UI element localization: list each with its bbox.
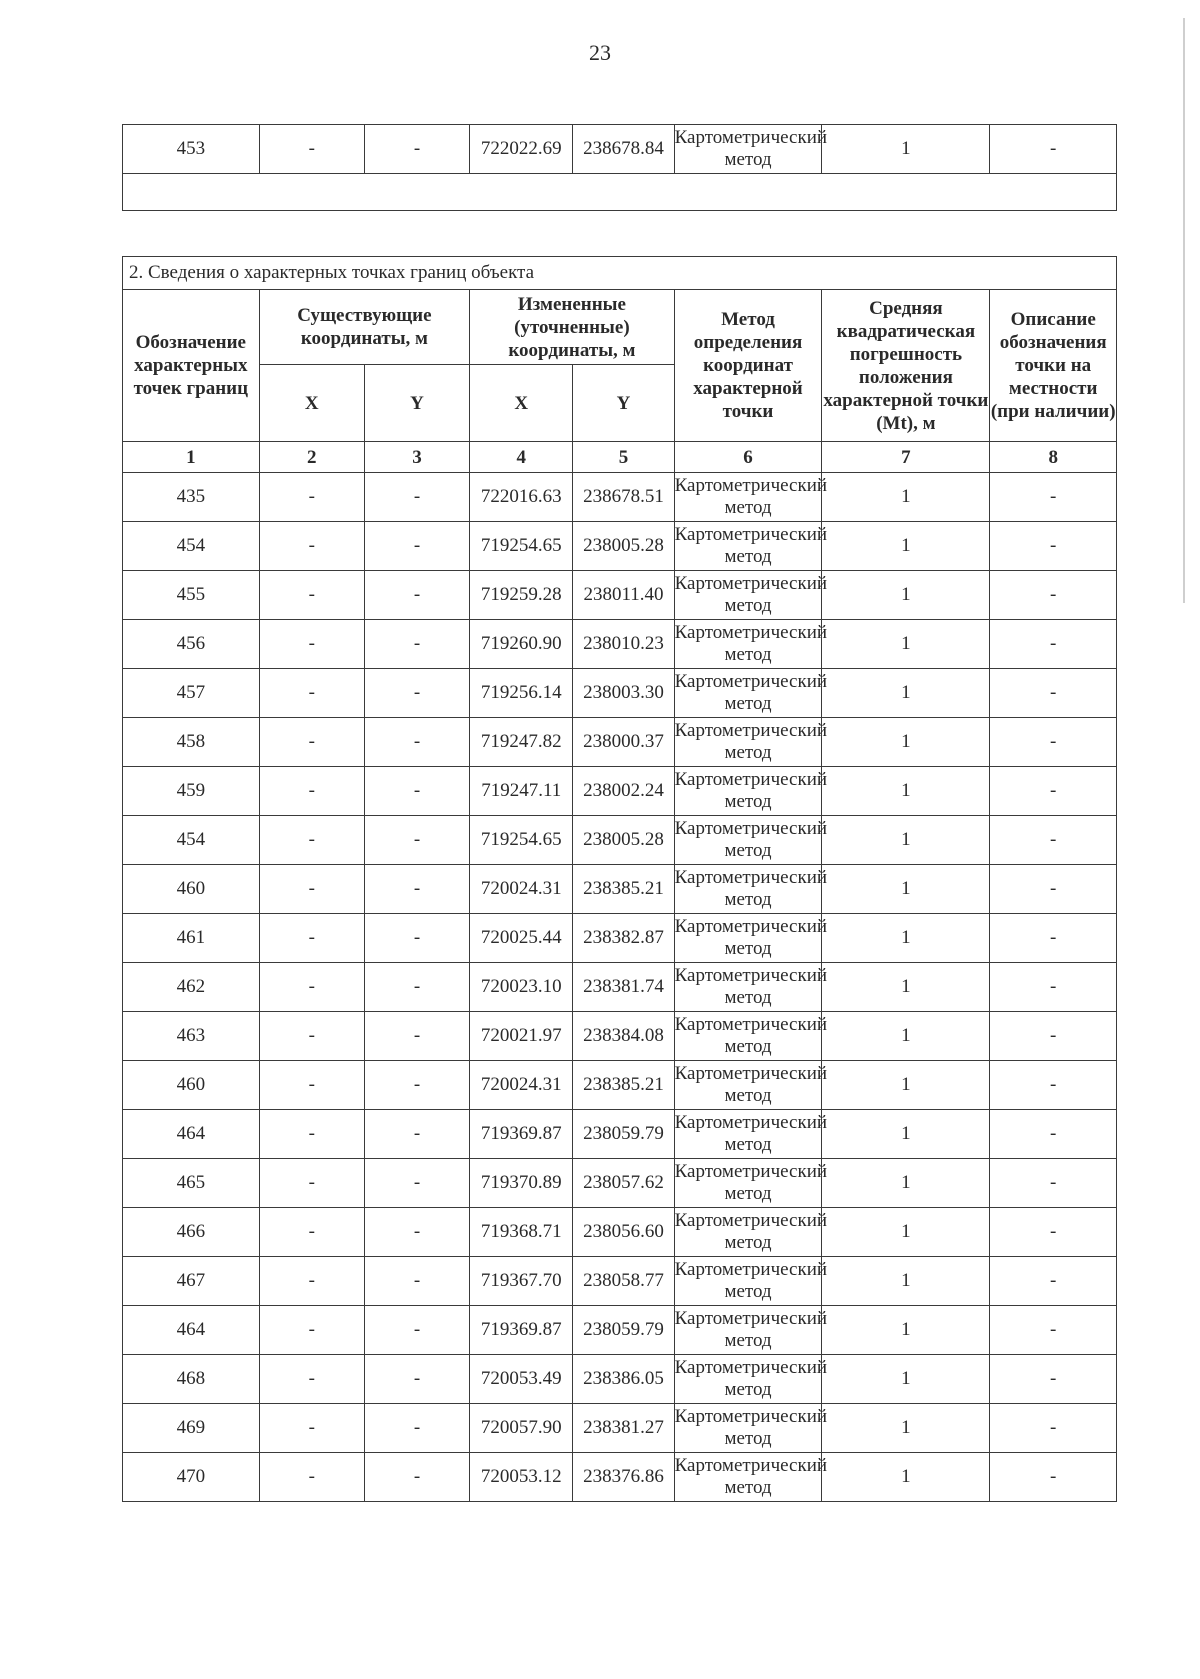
cell-error: 1: [822, 125, 990, 174]
table-row: [123, 571, 1117, 620]
cell-existing-y: -: [364, 1453, 469, 1502]
table-row: [123, 1355, 1117, 1404]
cell-error: 1: [822, 1061, 990, 1110]
cell-existing-y: -: [364, 865, 469, 914]
cell-existing-y: -: [364, 1306, 469, 1355]
cell-error: 1: [822, 1208, 990, 1257]
cell-error: 1: [822, 914, 990, 963]
cell-changed-x: 720053.12: [470, 1453, 573, 1502]
cell-method: Картометрический метод: [674, 963, 822, 1012]
cell-method: Картометрический метод: [674, 1355, 822, 1404]
cell-changed-x: 719369.87: [470, 1306, 573, 1355]
cell-description: -: [990, 1061, 1117, 1110]
cell-point: 454: [123, 816, 260, 865]
table-row: [123, 125, 1117, 174]
cell-existing-y: -: [364, 914, 469, 963]
cell-method: Картометрический метод: [674, 522, 822, 571]
table-row: [123, 767, 1117, 816]
header-changed-y: Y: [573, 365, 674, 442]
cell-existing-x: -: [259, 963, 364, 1012]
cell-point: 435: [123, 473, 260, 522]
table-row: [123, 1453, 1117, 1502]
cell-method: Картометрический метод: [674, 571, 822, 620]
table-row: [123, 865, 1117, 914]
section-caption: 2. Сведения о характерных точках границ объекта: [123, 257, 1117, 290]
cell-changed-y: 238000.37: [573, 718, 674, 767]
cell-point: 470: [123, 1453, 260, 1502]
header-point: Обозначение характерных точек границ: [123, 290, 260, 442]
cell-existing-y: -: [364, 522, 469, 571]
cell-method: Картометрический метод: [674, 1208, 822, 1257]
cell-existing-x: -: [259, 669, 364, 718]
cell-existing-y: -: [364, 1208, 469, 1257]
cell-existing-x: -: [259, 1110, 364, 1159]
cell-description: -: [990, 1355, 1117, 1404]
section-caption-row: [123, 257, 1117, 290]
blank-row: [123, 174, 1117, 211]
cell-changed-x: 719260.90: [470, 620, 573, 669]
cell-description: -: [990, 914, 1117, 963]
cell-changed-y: 238381.74: [573, 963, 674, 1012]
cell-point: 469: [123, 1404, 260, 1453]
cell-changed-y: 238678.51: [573, 473, 674, 522]
cell-description: -: [990, 571, 1117, 620]
boundary-points-table: [122, 256, 1117, 1502]
column-number: 5: [573, 442, 674, 473]
cell-changed-x: 719254.65: [470, 816, 573, 865]
column-number: 6: [674, 442, 822, 473]
cell-description: -: [990, 1208, 1117, 1257]
cell-description: -: [990, 963, 1117, 1012]
header-row: [123, 290, 1117, 365]
cell-existing-y: -: [364, 1355, 469, 1404]
cell-method: Картометрический метод: [674, 767, 822, 816]
cell-method: Картометрический метод: [674, 473, 822, 522]
cell-description: -: [990, 865, 1117, 914]
cell-point: 460: [123, 1061, 260, 1110]
cell-existing-x: -: [259, 522, 364, 571]
cell-existing-y: -: [364, 1257, 469, 1306]
cell-changed-x: 720024.31: [470, 865, 573, 914]
header-existing: Существующие координаты, м: [259, 290, 470, 365]
cell-changed-y: 238381.27: [573, 1404, 674, 1453]
cell-error: 1: [822, 1110, 990, 1159]
table-row: [123, 1061, 1117, 1110]
cell-existing-y: -: [364, 767, 469, 816]
cell-point: 458: [123, 718, 260, 767]
cell-changed-y: 238058.77: [573, 1257, 674, 1306]
header-existing-y: Y: [364, 365, 469, 442]
cell-existing-y: -: [364, 1110, 469, 1159]
cell-existing-x: -: [259, 816, 364, 865]
table-row: [123, 669, 1117, 718]
cell-error: 1: [822, 816, 990, 865]
column-number: 2: [259, 442, 364, 473]
table-row: [123, 473, 1117, 522]
cell-description: -: [990, 1012, 1117, 1061]
cell-error: 1: [822, 620, 990, 669]
cell-existing-y: -: [364, 669, 469, 718]
cell-description: -: [990, 669, 1117, 718]
cell-changed-y: 238385.21: [573, 1061, 674, 1110]
cell-description: -: [990, 767, 1117, 816]
cell-changed-y: 238384.08: [573, 1012, 674, 1061]
cell-existing-x: -: [259, 1208, 364, 1257]
cell-existing-x: -: [259, 865, 364, 914]
cell-existing-x: -: [259, 1012, 364, 1061]
cell-changed-y: 238382.87: [573, 914, 674, 963]
cell-existing-y: -: [364, 571, 469, 620]
cell-changed-x: 719254.65: [470, 522, 573, 571]
cell-error: 1: [822, 1012, 990, 1061]
cell-existing-x: -: [259, 473, 364, 522]
cell-existing-x: -: [259, 1159, 364, 1208]
cell-description: -: [990, 1257, 1117, 1306]
cell-method: Картометрический метод: [674, 1012, 822, 1061]
cell-method: Картометрический метод: [674, 125, 822, 174]
boundary-points-body: [123, 473, 1117, 1502]
cell-existing-y: -: [364, 473, 469, 522]
table-row: [123, 1208, 1117, 1257]
cell-error: 1: [822, 669, 990, 718]
cell-existing-y: -: [364, 125, 469, 174]
cell-method: Картометрический метод: [674, 914, 822, 963]
cell-existing-x: -: [259, 767, 364, 816]
cell-error: 1: [822, 1306, 990, 1355]
cell-changed-y: 238010.23: [573, 620, 674, 669]
cell-method: Картометрический метод: [674, 718, 822, 767]
header-changed: Измененные (уточненные) координаты, м: [470, 290, 674, 365]
cell-changed-x: 720053.49: [470, 1355, 573, 1404]
column-number: 1: [123, 442, 260, 473]
cell-point: 467: [123, 1257, 260, 1306]
table-row: [123, 620, 1117, 669]
cell-error: 1: [822, 1257, 990, 1306]
cell-existing-y: -: [364, 1159, 469, 1208]
cell-point: 454: [123, 522, 260, 571]
table-row: [123, 1404, 1117, 1453]
cell-error: 1: [822, 473, 990, 522]
cell-error: 1: [822, 1159, 990, 1208]
cell-existing-x: -: [259, 620, 364, 669]
cell-changed-x: 719367.70: [470, 1257, 573, 1306]
cell-error: 1: [822, 963, 990, 1012]
cell-existing-x: -: [259, 1355, 364, 1404]
cell-existing-x: -: [259, 1404, 364, 1453]
cell-point: 464: [123, 1306, 260, 1355]
cell-method: Картометрический метод: [674, 865, 822, 914]
column-number-row: [123, 442, 1117, 473]
cell-changed-y: 238005.28: [573, 816, 674, 865]
cell-description: -: [990, 125, 1117, 174]
cell-method: Картометрический метод: [674, 1306, 822, 1355]
cell-changed-y: 238002.24: [573, 767, 674, 816]
cell-changed-y: 238003.30: [573, 669, 674, 718]
continuation-table: [122, 124, 1117, 211]
cell-changed-x: 720023.10: [470, 963, 573, 1012]
cell-changed-y: 238385.21: [573, 865, 674, 914]
cell-method: Картометрический метод: [674, 1257, 822, 1306]
cell-changed-x: 719247.11: [470, 767, 573, 816]
cell-description: -: [990, 1404, 1117, 1453]
cell-existing-x: -: [259, 1257, 364, 1306]
column-number: 4: [470, 442, 573, 473]
cell-method: Картометрический метод: [674, 816, 822, 865]
cell-existing-y: -: [364, 816, 469, 865]
cell-changed-x: 720024.31: [470, 1061, 573, 1110]
scan-edge-line: [1183, 18, 1185, 603]
cell-changed-y: 238011.40: [573, 571, 674, 620]
cell-point: 459: [123, 767, 260, 816]
cell-method: Картометрический метод: [674, 669, 822, 718]
table-row: [123, 914, 1117, 963]
cell-point: 455: [123, 571, 260, 620]
cell-existing-y: -: [364, 963, 469, 1012]
column-number: 3: [364, 442, 469, 473]
cell-method: Картометрический метод: [674, 1159, 822, 1208]
cell-existing-y: -: [364, 1061, 469, 1110]
table-row: [123, 1306, 1117, 1355]
cell-point: 462: [123, 963, 260, 1012]
cell-existing-x: -: [259, 571, 364, 620]
cell-error: 1: [822, 767, 990, 816]
cell-existing-x: -: [259, 1061, 364, 1110]
cell-changed-y: 238059.79: [573, 1306, 674, 1355]
cell-existing-y: -: [364, 718, 469, 767]
cell-changed-x: 722016.63: [470, 473, 573, 522]
cell-point: 464: [123, 1110, 260, 1159]
cell-changed-y: 238376.86: [573, 1453, 674, 1502]
cell-point: 461: [123, 914, 260, 963]
cell-point: 453: [123, 125, 260, 174]
cell-existing-x: -: [259, 1306, 364, 1355]
cell-changed-x: 719256.14: [470, 669, 573, 718]
cell-description: -: [990, 1306, 1117, 1355]
cell-error: 1: [822, 1355, 990, 1404]
cell-existing-x: -: [259, 125, 364, 174]
header-method: Метод определения координат характерной точки: [674, 290, 822, 442]
cell-point: 456: [123, 620, 260, 669]
cell-description: -: [990, 1159, 1117, 1208]
cell-point: 468: [123, 1355, 260, 1404]
table-row: [123, 1110, 1117, 1159]
cell-method: Картометрический метод: [674, 1404, 822, 1453]
cell-changed-y: 238005.28: [573, 522, 674, 571]
cell-changed-x: 722022.69: [470, 125, 573, 174]
cell-existing-y: -: [364, 620, 469, 669]
cell-description: -: [990, 718, 1117, 767]
table-row: [123, 718, 1117, 767]
cell-error: 1: [822, 571, 990, 620]
cell-method: Картометрический метод: [674, 620, 822, 669]
column-number: 8: [990, 442, 1117, 473]
cell-method: Картометрический метод: [674, 1110, 822, 1159]
cell-changed-y: 238059.79: [573, 1110, 674, 1159]
cell-changed-x: 719370.89: [470, 1159, 573, 1208]
header-existing-x: X: [259, 365, 364, 442]
cell-changed-y: 238678.84: [573, 125, 674, 174]
cell-point: 466: [123, 1208, 260, 1257]
cell-method: Картометрический метод: [674, 1061, 822, 1110]
cell-description: -: [990, 1453, 1117, 1502]
cell-error: 1: [822, 1404, 990, 1453]
cell-description: -: [990, 1110, 1117, 1159]
table-row: [123, 963, 1117, 1012]
cell-description: -: [990, 620, 1117, 669]
cell-point: 465: [123, 1159, 260, 1208]
cell-changed-y: 238056.60: [573, 1208, 674, 1257]
table-row: [123, 1257, 1117, 1306]
cell-point: 457: [123, 669, 260, 718]
cell-error: 1: [822, 865, 990, 914]
cell-existing-y: -: [364, 1012, 469, 1061]
cell-changed-x: 719368.71: [470, 1208, 573, 1257]
page-number: 23: [589, 40, 611, 65]
cell-point: 460: [123, 865, 260, 914]
cell-error: 1: [822, 522, 990, 571]
cell-changed-x: 719247.82: [470, 718, 573, 767]
table-row: [123, 1159, 1117, 1208]
header-description: Описание обозначения точки на местности (при наличии): [990, 290, 1117, 442]
table-row: [123, 1012, 1117, 1061]
cell-error: 1: [822, 1453, 990, 1502]
cell-changed-x: 720025.44: [470, 914, 573, 963]
cell-existing-x: -: [259, 718, 364, 767]
cell-changed-x: 719259.28: [470, 571, 573, 620]
cell-point: 463: [123, 1012, 260, 1061]
cell-changed-x: 720057.90: [470, 1404, 573, 1453]
continuation-table-body: [123, 125, 1117, 174]
cell-description: -: [990, 522, 1117, 571]
table-row: [123, 522, 1117, 571]
cell-method: Картометрический метод: [674, 1453, 822, 1502]
cell-description: -: [990, 473, 1117, 522]
cell-error: 1: [822, 718, 990, 767]
cell-changed-y: 238386.05: [573, 1355, 674, 1404]
cell-description: -: [990, 816, 1117, 865]
cell-existing-y: -: [364, 1404, 469, 1453]
column-number: 7: [822, 442, 990, 473]
header-changed-x: X: [470, 365, 573, 442]
cell-changed-y: 238057.62: [573, 1159, 674, 1208]
cell-changed-x: 719369.87: [470, 1110, 573, 1159]
cell-changed-x: 720021.97: [470, 1012, 573, 1061]
table-row: [123, 816, 1117, 865]
header-error: Средняя квадратическая погрешность положения характерной точки (Mt), м: [822, 290, 990, 442]
cell-existing-x: -: [259, 914, 364, 963]
cell-existing-x: -: [259, 1453, 364, 1502]
